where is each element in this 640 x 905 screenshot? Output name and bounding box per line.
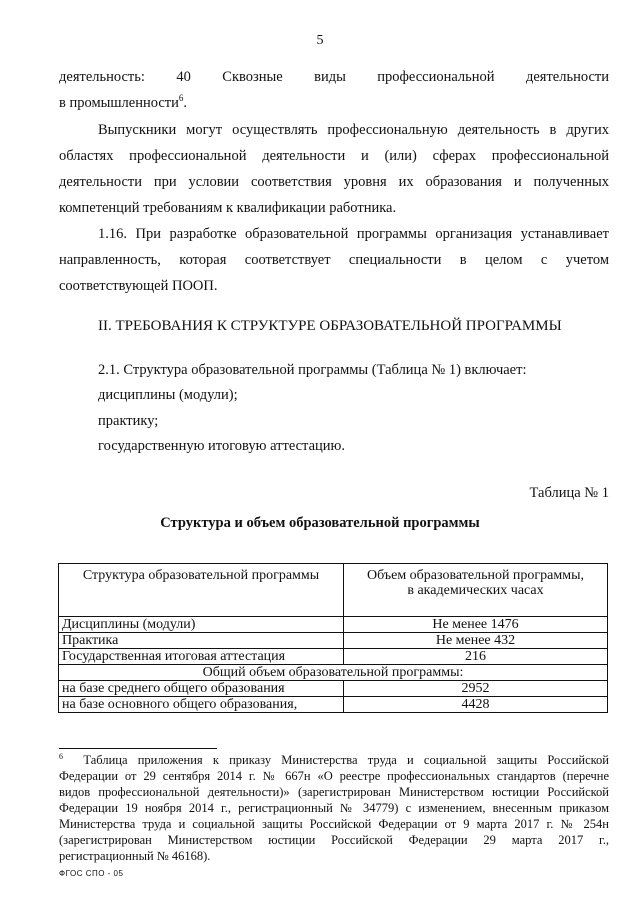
paragraph-1-line-2 bbox=[59, 93, 609, 113]
page-number: 5 bbox=[316, 33, 324, 48]
table-row bbox=[59, 681, 608, 697]
paragraph-1-line-1: деятельность: 40 Сквозные виды профессиональной деятельности bbox=[59, 69, 609, 85]
list-item-disciplines: дисциплины (модули); bbox=[98, 387, 238, 403]
paragraph-3-line-1: 1.16. При разработке образовательной программы организация устанавливает bbox=[98, 226, 609, 242]
paragraph-2-line-2: областях профессиональной деятельности и (или) сферах профессиональной bbox=[59, 148, 609, 164]
row-label: Дисциплины (модули) bbox=[59, 617, 344, 633]
total-heading: Общий объем образовательной программы: bbox=[59, 665, 608, 681]
row-label: на базе среднего общего образования bbox=[59, 681, 344, 697]
paragraph-2-line-4: компетенций требованиям к квалификации работника. bbox=[59, 200, 397, 216]
list-item-attestation: государственную итоговую аттестацию. bbox=[98, 438, 345, 454]
table-title: Структура и объем образовательной программы bbox=[160, 515, 480, 531]
row-value: 2952 bbox=[344, 681, 608, 697]
row-label: на базе основного общего образования, bbox=[59, 697, 344, 713]
table-row bbox=[59, 633, 608, 649]
paragraph-3-line-3: соответствующей ПООП. bbox=[59, 278, 218, 294]
program-structure-table bbox=[58, 563, 608, 713]
header-volume bbox=[344, 564, 608, 617]
row-value: 216 bbox=[344, 649, 608, 665]
document-code: ФГОС СПО - 05 bbox=[59, 869, 124, 878]
section-intro: 2.1. Структура образовательной программы (Таблица № 1) включает: bbox=[98, 362, 527, 378]
row-value: Не менее 432 bbox=[344, 633, 608, 649]
footnote-line-1-text: Таблица приложения к приказу Министерства труда и социальной защиты Российской bbox=[83, 753, 609, 767]
table-row bbox=[59, 649, 608, 665]
footnote-mark: 6 bbox=[59, 751, 63, 761]
header-volume-line-1: Объем образовательной программы, bbox=[366, 568, 585, 583]
table-total-heading-row bbox=[59, 665, 608, 681]
paragraph-2-line-1: Выпускники могут осуществлять профессиональную деятельность в других bbox=[98, 122, 609, 138]
footnote-line-2: Федерации от 29 сентября 2014 г. № 667н «О реестре профессиональных стандартов (перечне bbox=[59, 769, 609, 783]
footnote-line-5: Министерства труда и социальной защиты Российской Федерации от 9 марта 2017 г. № 254н bbox=[59, 817, 609, 831]
footnote-line-4: Федерации 19 ноября 2014 г., регистрационный № 34779) с изменением, внесенным приказом bbox=[59, 801, 609, 815]
row-label: Практика bbox=[59, 633, 344, 649]
row-label: Государственная итоговая аттестация bbox=[59, 649, 344, 665]
paragraph-1-text: в промышленности bbox=[59, 95, 179, 111]
section-heading: II. ТРЕБОВАНИЯ К СТРУКТУРЕ ОБРАЗОВАТЕЛЬНОЙ ПРОГРАММЫ bbox=[98, 318, 562, 334]
footnote-line-3: видов профессиональной деятельности)» (зарегистрирован Министерством юстиции Российской bbox=[59, 785, 609, 799]
footnote-line-1 bbox=[59, 752, 609, 769]
table-row bbox=[59, 617, 608, 633]
footnote-separator bbox=[59, 748, 217, 749]
table-label: Таблица № 1 bbox=[529, 485, 609, 501]
paragraph-1-end: . bbox=[183, 95, 187, 111]
list-item-practice: практику; bbox=[98, 413, 159, 429]
header-volume-line-2: в академических часах bbox=[407, 583, 544, 598]
paragraph-3-line-2: направленность, которая соответствует специальности в целом с учетом bbox=[59, 252, 609, 268]
header-structure: Структура образовательной программы bbox=[59, 564, 344, 617]
paragraph-2-line-3: деятельности при условии соответствия уровня их образования и полученных bbox=[59, 174, 609, 190]
row-value: Не менее 1476 bbox=[344, 617, 608, 633]
table-header-row bbox=[59, 564, 608, 617]
table-row bbox=[59, 697, 608, 713]
footnote-line-6: (зарегистрирован Министерством юстиции Российской Федерации 29 марта 2017 г., bbox=[59, 833, 609, 847]
footnote-line-7: регистрационный № 46168). bbox=[59, 849, 211, 863]
row-value: 4428 bbox=[344, 697, 608, 713]
footnote-reference[interactable]: 6 bbox=[178, 93, 184, 104]
